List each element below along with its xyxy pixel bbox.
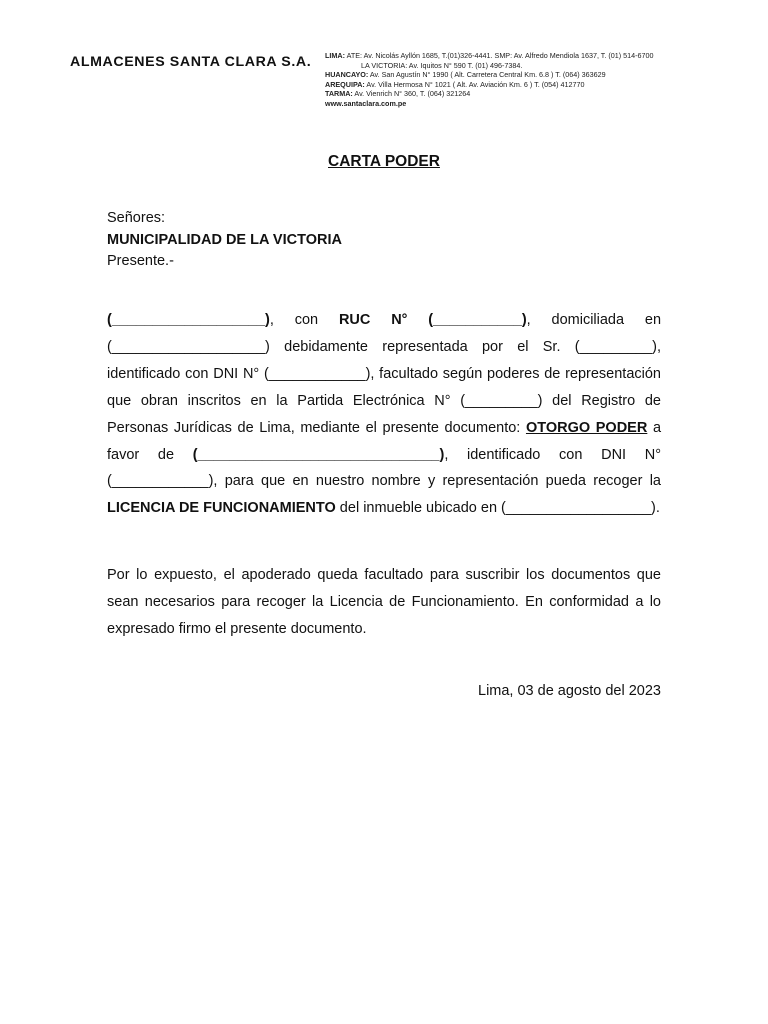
body-paragraph: [107, 307, 661, 522]
blank-ruc: (___________): [428, 312, 527, 328]
otorgo-poder: OTORGO PODER: [525, 419, 648, 436]
blank-company-name: (___________________): [107, 312, 270, 328]
body-text-4: , identificado con DNI N° (____________), para que en nuestro nombre y representación pueda recoger la: [107, 446, 662, 490]
address-huancayo-label: HUANCAYO:: [325, 70, 369, 80]
company-website: www.santaclara.com.pe: [325, 98, 407, 108]
ruc-label: RUC N°: [338, 312, 408, 328]
address-arequipa-text: Av. Villa Hermosa N° 1021 ( Alt. Av. Aviación Km. 6 ) T. (054) 412770: [364, 79, 585, 89]
date-line: Lima, 03 de agosto del 2023: [478, 683, 661, 699]
branch-addresses: [325, 51, 654, 109]
address-arequipa-label: AREQUIPA:: [325, 79, 365, 89]
address-tarma-text: Av. Vienrich N° 360, T. (064) 321264: [352, 89, 471, 99]
presente-line: Presente.-: [107, 253, 174, 269]
body-text-3: a favor de: [107, 419, 662, 463]
address-lima-label: LIMA:: [325, 51, 345, 60]
body-text-1: , con: [269, 312, 339, 328]
document-title: CARTA PODER: [328, 153, 440, 170]
address-lima: [325, 51, 654, 61]
address-lima-text: ATE: Av. Nicolás Ayllón 1685, T.(01)326-4441. SMP: Av. Alfredo Mendiola 1637, T. (01) 514-6700: [344, 51, 654, 60]
address-huancayo: [325, 70, 654, 80]
company-name: ALMACENES SANTA CLARA S.A.: [70, 54, 312, 70]
body-text-5: del inmueble ubicado en (__________________).: [335, 500, 660, 517]
address-tarma-label: TARMA:: [325, 89, 353, 99]
address-huancayo-text: Av. San Agustín N° 1990 ( Alt. Carretera Central Km. 6.8 ) T. (064) 363629: [368, 70, 606, 80]
greeting-block: [107, 208, 342, 273]
closing-paragraph: Por lo expuesto, el apoderado queda facultado para suscribir los documentos que sean necesarios para recoger la Licencia de Funcionamiento. En conformidad a lo expresado firmo el presente documento.: [107, 567, 661, 637]
blank-favor: (______________________________): [192, 446, 445, 463]
address-tarma: [325, 89, 654, 99]
address-arequipa: [325, 80, 654, 90]
body-text-2: , domiciliada en (___________________) debidamente representada por el Sr. (_________), identificado con DNI N° (____________), facultado según poderes de representación que obran inscritos en la Partida Electrónica N° (_________) del Registro de Personas Jurídicas de Lima, mediante el presente documento:: [107, 312, 662, 436]
address-la-victoria: LA VICTORIA: Av. Iquitos N° 590 T. (01) 496-7384.: [361, 60, 523, 70]
salutation: Señores:: [107, 210, 166, 226]
body-text-1b: [407, 312, 428, 328]
recipient-name: MUNICIPALIDAD DE LA VICTORIA: [107, 231, 342, 248]
licencia-funcionamiento: LICENCIA DE FUNCIONAMIENTO: [107, 500, 336, 517]
